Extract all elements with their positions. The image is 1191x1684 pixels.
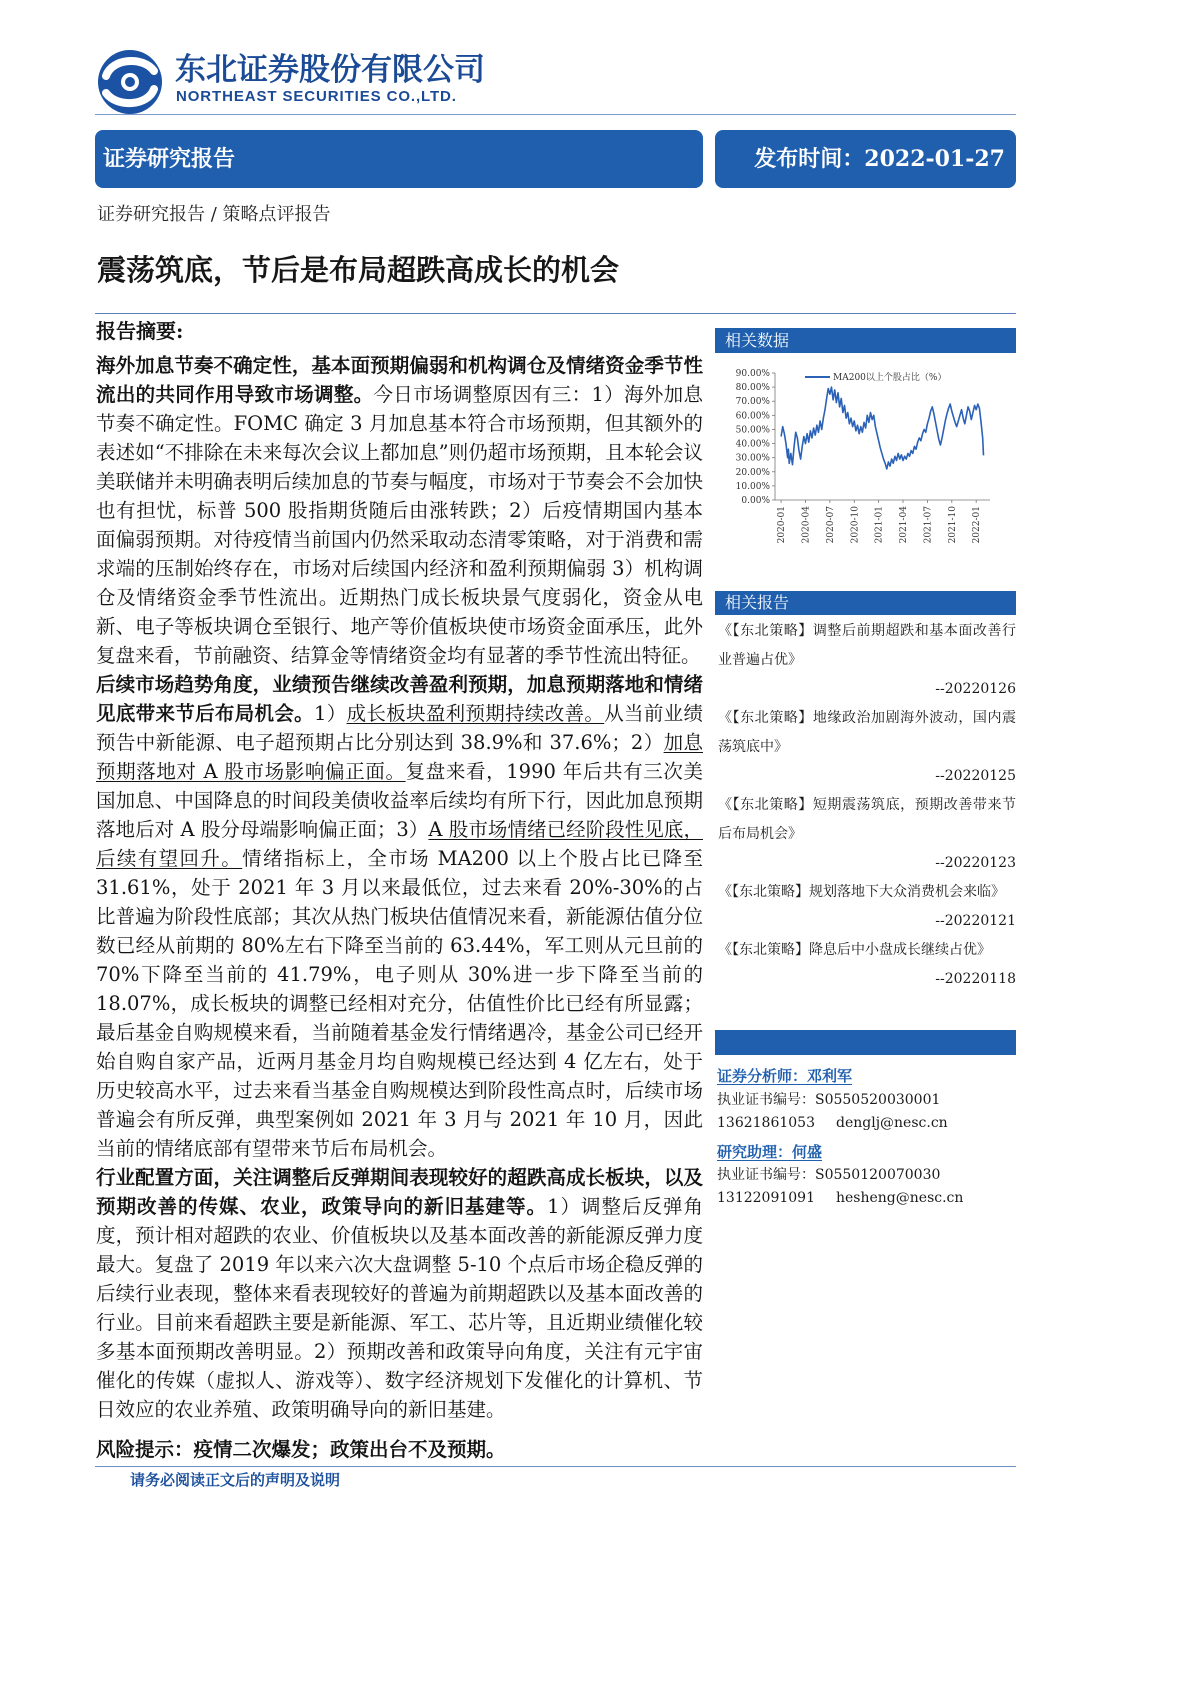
report-date: --20220123 xyxy=(935,855,1016,871)
ma200-line-chart xyxy=(715,360,1016,550)
assistant-name: 研究助理：何盛 xyxy=(717,1143,823,1161)
report-title-link[interactable]: 《【东北策略】地缘政治加剧海外波动，国内震荡筑底中》 xyxy=(718,710,1016,755)
report-summary xyxy=(96,317,703,1464)
breadcrumb: 证券研究报告 / 策略点评报告 xyxy=(97,204,331,225)
report-item[interactable] xyxy=(716,617,1016,704)
report-title-link[interactable]: 《【东北策略】短期震荡筑底，预期改善带来节后布局机会》 xyxy=(718,797,1016,842)
summary-paragraph-3 xyxy=(96,1163,703,1424)
title-divider xyxy=(95,313,1016,314)
report-title-link[interactable]: 《【东北策略】降息后中小盘成长继续占优》 xyxy=(718,942,991,958)
page-title: 震荡筑底，节后是布局超跌高成长的机会 xyxy=(97,253,620,287)
assistant-email-link[interactable]: hesheng@nesc.cn xyxy=(836,1190,964,1206)
y-tick-label: 10.00% xyxy=(735,481,770,492)
report-item[interactable] xyxy=(716,936,1016,994)
summary-paragraph-2 xyxy=(96,670,703,1163)
analyst-name: 证券分析师：邓利军 xyxy=(717,1067,853,1085)
risk-warning: 风险提示：疫情二次爆发；政策出台不及预期。 xyxy=(96,1438,506,1461)
logo-mark-icon xyxy=(95,49,167,115)
y-tick-label: 70.00% xyxy=(735,397,770,408)
x-tick-label: 2021-07 xyxy=(923,506,934,544)
underlined-point: A 股市场情绪已经阶段性见底，后续有望回升。 xyxy=(96,818,703,870)
y-tick-label: 80.00% xyxy=(735,383,770,394)
related-reports-list xyxy=(716,617,1016,994)
paragraph-body: 今日市场调整原因有三：1）海外加息节奏不确定性。FOMC 确定 3 月加息基本符合市场预期，但其额外的表述如“不排除在未来每次会议上都加息”则仍超市场预期，且本轮会议美联储并未明确表明后续加息的节奏与幅度，市场对于节奏会不会加快也有担忧，标普 500 股指期货随后由涨转跌；2）后疫情期国内基本面偏弱预期。对待疫情当前国内仍然采取动态清零策略，对于消费和需求端的压制始终存在，市场对后续国内经济和盈利预期偏弱 3）机构调仓及情绪资金季节性流出。近期热门成长板块景气度弱化，资金从电新、电子等板块调仓至银行、地产等价值板块使市场资金面承压，此外复盘来看，节前融资、结算金等情绪资金均有显著的季节性流出特征。 xyxy=(96,383,703,667)
related-data-header: 相关数据 xyxy=(715,328,1016,353)
logo-name-en: NORTHEAST SECURITIES CO.,LTD. xyxy=(176,88,457,105)
x-tick-label: 2020-01 xyxy=(777,506,788,544)
x-tick-label: 2021-10 xyxy=(947,506,958,544)
logo-name-cn: 东北证券股份有限公司 xyxy=(175,52,485,88)
summary-paragraph-1 xyxy=(96,351,703,670)
footer-disclaimer: 请务必阅读正文后的声明及说明 xyxy=(130,1471,341,1489)
related-reports-header: 相关报告 xyxy=(715,591,1016,615)
analyst-cert: 执业证书编号：S0550520030001 xyxy=(717,1092,941,1108)
y-tick-label: 50.00% xyxy=(735,425,770,436)
paragraph-lead: 后续市场趋势角度，业绩预告继续改善盈利预期，加息预期落地和情绪见底带来节后布局机会。 xyxy=(96,673,703,725)
report-title-link[interactable]: 《【东北策略】规划落地下大众消费机会来临》 xyxy=(718,884,1005,900)
report-type-banner: 证券研究报告 xyxy=(95,130,703,188)
header-divider xyxy=(95,114,1016,115)
x-tick-label: 2020-10 xyxy=(850,506,861,544)
y-tick-label: 30.00% xyxy=(735,453,770,464)
report-date: --20220126 xyxy=(935,681,1016,697)
y-tick-label: 0.00% xyxy=(741,496,770,506)
x-tick-label: 2020-07 xyxy=(825,506,836,544)
publish-date-banner: 发布时间：2022-01-27 xyxy=(715,130,1016,188)
legend-label: MA200以上个股占比（%） xyxy=(833,373,947,383)
paragraph-body: 情绪指标上，全市场 MA200 以上个股占比已降至 31.61%，处于 2021 年 3 月以来最低位，过去来看 20%-30%的占比普遍为阶段性底部；其次从热门板块估值情况来看，新能源估值分位数已经从前期的 80%左右下降至当前的 63.44%，军工则从元旦前的 70%下降至当前的 41.79%，电子则从 30%进一步下降至当前的 18.07%，成长板块的调整已经相对充分，估值性价比已经有所显露；最后基金自购规模来看，当前随着基金发行情绪遇冷，基金公司已经开始自购自家产品，近两月基金月均自购规模已经达到 4 亿左右，处于历史较高水平，过去来看当基金自购规模达到阶段性高点时，后续市场普遍会有所反弹，典型案例如 2021 年 3 月与 2021 年 10 月，因此当前的情绪底部有望带来节后布局机会。 xyxy=(96,847,703,1160)
report-title-link[interactable]: 《【东北策略】调整后前期超跌和基本面改善行业普遍占优》 xyxy=(718,623,1016,668)
footer-divider xyxy=(95,1466,1016,1467)
paragraph-lead: 行业配置方面，关注调整后反弹期间表现较好的超跌高成长板块，以及预期改善的传媒、农业，政策导向的新旧基建等。 xyxy=(96,1166,703,1218)
assistant-cert: 执业证书编号：S0550120070030 xyxy=(717,1167,941,1183)
analyst-section-bar xyxy=(715,1030,1016,1055)
paragraph-lead: 海外加息节奏不确定性，基本面预期偏弱和机构调仓及情绪资金季节性流出的共同作用导致市场调整。 xyxy=(96,354,703,406)
underlined-point: 加息预期落地对 A 股市场影响偏正面。 xyxy=(96,731,703,783)
report-date: --20220118 xyxy=(935,971,1016,987)
y-tick-label: 60.00% xyxy=(735,411,770,422)
x-tick-label: 2021-01 xyxy=(874,506,885,544)
report-item[interactable] xyxy=(716,878,1016,936)
y-tick-label: 90.00% xyxy=(735,369,770,379)
x-tick-label: 2022-01 xyxy=(972,506,983,544)
analyst-phone: 13621861053 xyxy=(717,1115,815,1131)
paragraph-body: 1） xyxy=(314,702,347,725)
y-tick-label: 40.00% xyxy=(735,439,770,450)
paragraph-body: 1）调整后反弹角度，预计相对超跌的农业、价值板块以及基本面改善的新能源反弹力度最大。复盘了 2019 年以来六次大盘调整 5-10 个点后市场企稳反弹的后续行业表现，整体来看表现较好的普遍为前期超跌以及基本面改善的行业。目前来看超跌主要是新能源、军工、芯片等，且近期业绩催化较多基本面预期改善明显。2）预期改善和政策导向角度，关注有元宇宙催化的传媒（虚拟人、游戏等）、数字经济规划下发催化的计算机、节日效应的农业养殖、政策明确导向的新旧基建。 xyxy=(96,1195,703,1421)
series-line-ma200 xyxy=(781,387,983,469)
y-tick-label: 20.00% xyxy=(735,467,770,478)
report-item[interactable] xyxy=(716,791,1016,878)
summary-heading: 报告摘要: xyxy=(96,319,184,343)
underlined-point: 成长板块盈利预期持续改善。 xyxy=(346,702,605,725)
paragraph-body: 复盘来看，1990 年后共有三次美国加息、中国降息的时间段美债收益率后续均有所下行，因此加息预期落地后对 A 股分母端影响偏正面；3） xyxy=(96,760,703,841)
report-item[interactable] xyxy=(716,704,1016,791)
report-date: --20220121 xyxy=(935,913,1016,929)
analyst-email-link[interactable]: denglj@nesc.cn xyxy=(836,1115,948,1131)
report-date: --20220125 xyxy=(935,768,1016,784)
x-tick-label: 2021-04 xyxy=(899,506,910,544)
assistant-phone: 13122091091 xyxy=(717,1190,815,1206)
x-tick-label: 2020-04 xyxy=(801,506,812,544)
paragraph-body: 从当前业绩预告中新能源、电子超预期占比分别达到 38.9%和 37.6%；2） xyxy=(96,702,703,754)
